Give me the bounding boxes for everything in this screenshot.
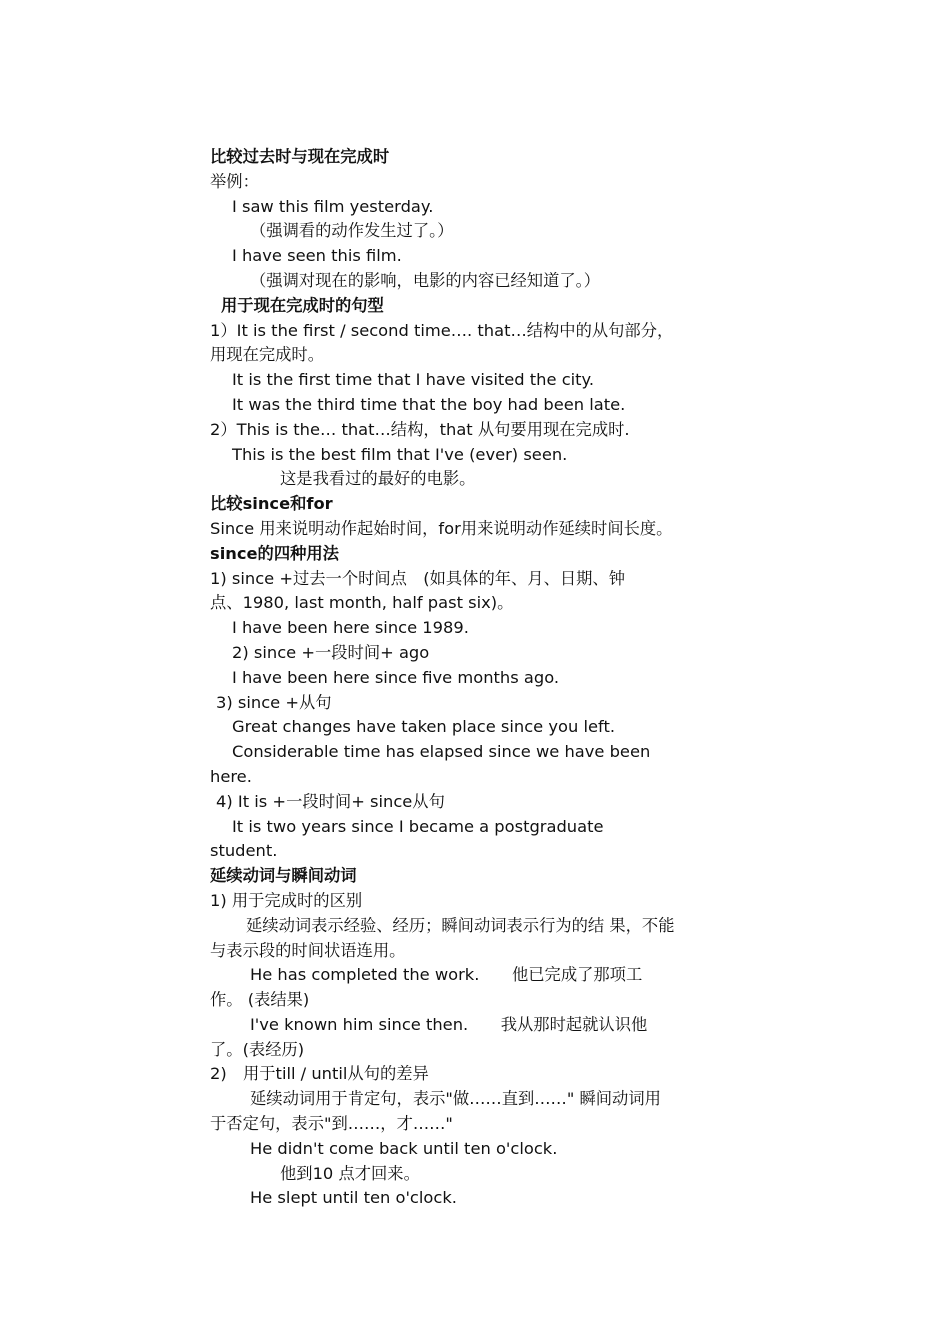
text-line: （强调对现在的影响，电影的内容已经知道了。） [250, 270, 601, 290]
text-line: 1) 用于完成时的区别 [210, 890, 363, 910]
text-line: 延续动词表示经验、经历；瞬间动词表示行为的结 果，不能 [246, 915, 675, 935]
section-heading: 延续动词与瞬间动词 [210, 866, 357, 886]
text-line: I have been here since 1989. [232, 618, 469, 638]
text-line: I have seen this film. [232, 246, 402, 266]
text-line: 举例： [210, 171, 259, 191]
text-line: He didn't come back until ten o'clock. [250, 1138, 558, 1158]
text-line: 他到10 点才回来。 [280, 1163, 420, 1183]
section-heading: 比较since和for [210, 494, 333, 514]
text-line: 于否定句，表示"到……，才……" [210, 1114, 453, 1134]
text-line: 与表示段的时间状语连用。 [210, 940, 406, 960]
section-heading: since的四种用法 [210, 543, 339, 563]
section-heading: 用于现在完成时的句型 [221, 295, 384, 315]
text-line: 2）This is the… that…结构，that 从句要用现在完成时. [210, 419, 630, 439]
text-line: It is the first time that I have visited the city. [232, 370, 595, 390]
document-body [210, 145, 700, 1211]
text-line: 了。(表经历) [210, 1039, 305, 1059]
text-line: Considerable time has elapsed since we have been [232, 742, 651, 762]
text-line: 用现在完成时。 [210, 345, 324, 365]
text-line: He slept until ten o'clock. [250, 1188, 457, 1208]
text-line: I've known him since then. 我从那时起就认识他 [250, 1014, 648, 1034]
text-line: Since 用来说明动作起始时间，for用来说明动作延续时间长度。 [210, 518, 673, 538]
section-heading: 比较过去时与现在完成时 [210, 147, 390, 166]
text-line: （强调看的动作发生过了。） [250, 221, 454, 241]
text-line: 4) It is +一段时间+ since从句 [216, 791, 445, 811]
text-line: 点、1980, last month, half past six)。 [210, 593, 514, 613]
text-line: I saw this film yesterday. [232, 196, 434, 216]
text-line: 2) since +一段时间+ ago [232, 642, 430, 662]
text-line: 这是我看过的最好的电影。 [280, 469, 476, 489]
text-line: It was the third time that the boy had been late. [232, 394, 626, 414]
text-line: 3) since +从句 [216, 692, 332, 712]
text-line: He has completed the work. 他已完成了那项工 [250, 965, 643, 985]
text-line: 延续动词用于肯定句，表示"做……直到……" 瞬间动词用 [250, 1089, 661, 1109]
text-line: 1）It is the first / second time…. that…结构中的从句部分， [210, 320, 674, 340]
text-line: student. [210, 841, 278, 861]
text-line: Great changes have taken place since you left. [232, 717, 616, 737]
text-line: It is two years since I became a postgraduate [232, 816, 604, 836]
text-line: 2) 用于till / until从句的差异 [210, 1064, 429, 1084]
text-line: 1) since +过去一个时间点 (如具体的年、月、日期、钟 [210, 568, 625, 588]
text-line: here. [210, 766, 252, 786]
text-line: 作。 (表结果) [210, 990, 310, 1010]
text-line: I have been here since five months ago. [232, 667, 560, 687]
text-line: This is the best film that I've (ever) seen. [232, 444, 568, 464]
